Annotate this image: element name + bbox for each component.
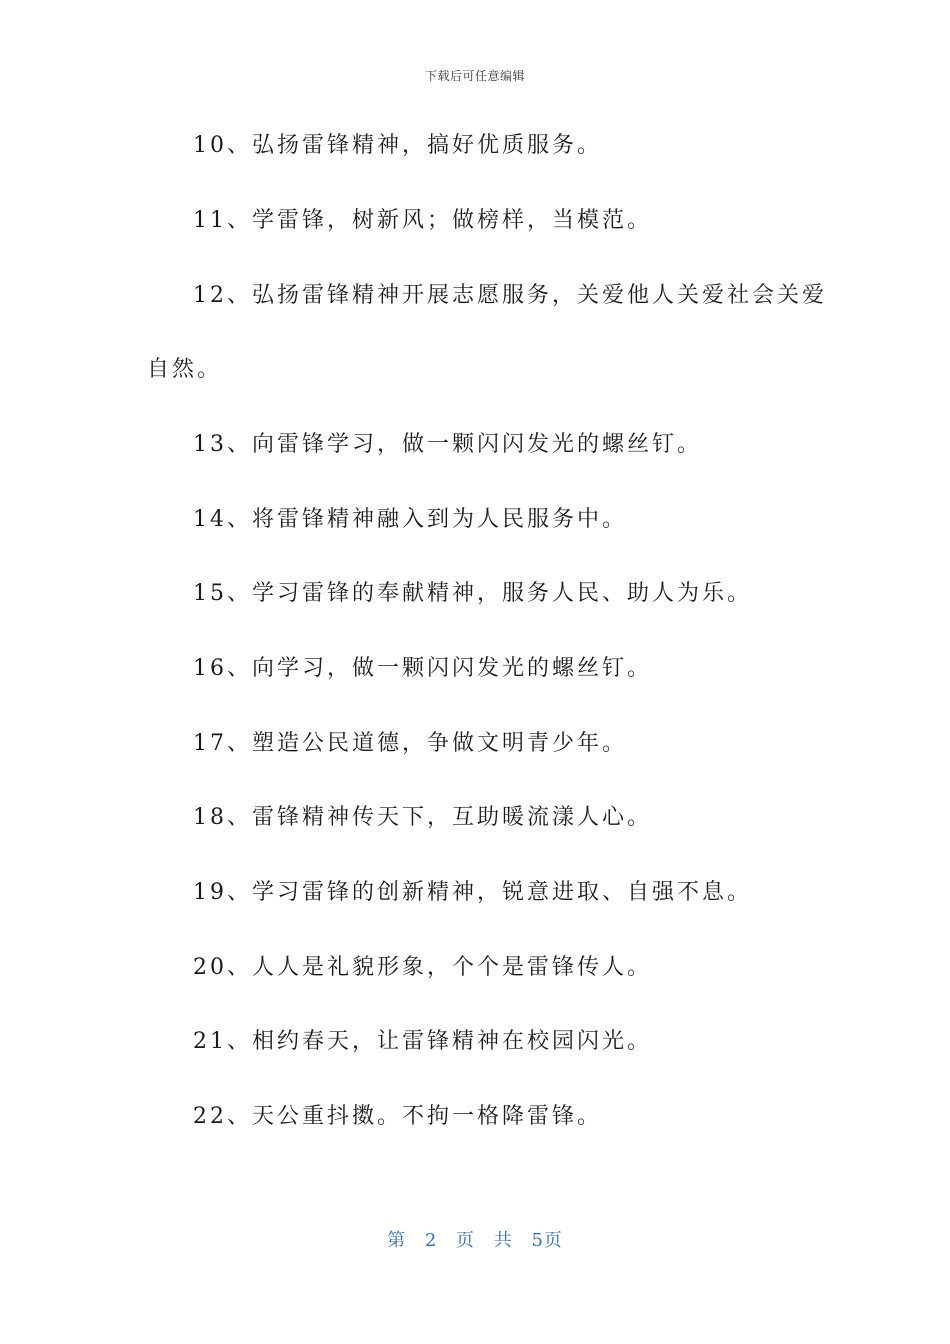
footer-di: 第 [387, 1230, 407, 1251]
list-item: 17、塑造公民道德，争做文明青少年。 [193, 731, 627, 756]
list-item-continuation: 自然。 [147, 357, 223, 382]
list-item: 18、雷锋精神传天下，互助暖流漾人心。 [193, 805, 652, 830]
list-item: 11、学雷锋，树新风；做榜样，当模范。 [193, 208, 652, 233]
footer-ye: 页 [456, 1230, 475, 1251]
list-item: 19、学习雷锋的创新精神，锐意进取、自强不息。 [193, 880, 752, 905]
list-item: 13、向雷锋学习，做一颗闪闪发光的螺丝钉。 [193, 432, 702, 457]
footer-total: 5页 [531, 1230, 563, 1251]
list-item: 16、向学习，做一颗闪闪发光的螺丝钉。 [193, 656, 652, 681]
footer-page-number: 2 [424, 1230, 438, 1251]
list-item: 12、弘扬雷锋精神开展志愿服务，关爱他人关爱社会关爱 [193, 283, 827, 308]
page-footer [0, 1226, 950, 1252]
header-note: 下载后可任意编辑 [424, 69, 525, 83]
list-item: 15、学习雷锋的奉献精神，服务人民、助人为乐。 [193, 581, 752, 606]
list-item: 10、弘扬雷锋精神，搞好优质服务。 [193, 133, 602, 158]
list-item: 21、相约春天，让雷锋精神在校园闪光。 [193, 1029, 652, 1054]
footer-gong: 共 [493, 1230, 513, 1251]
list-item: 22、天公重抖擞。不拘一格降雷锋。 [193, 1104, 602, 1129]
list-item: 14、将雷锋精神融入到为人民服务中。 [193, 507, 627, 532]
list-item: 20、人人是礼貌形象，个个是雷锋传人。 [193, 955, 652, 980]
